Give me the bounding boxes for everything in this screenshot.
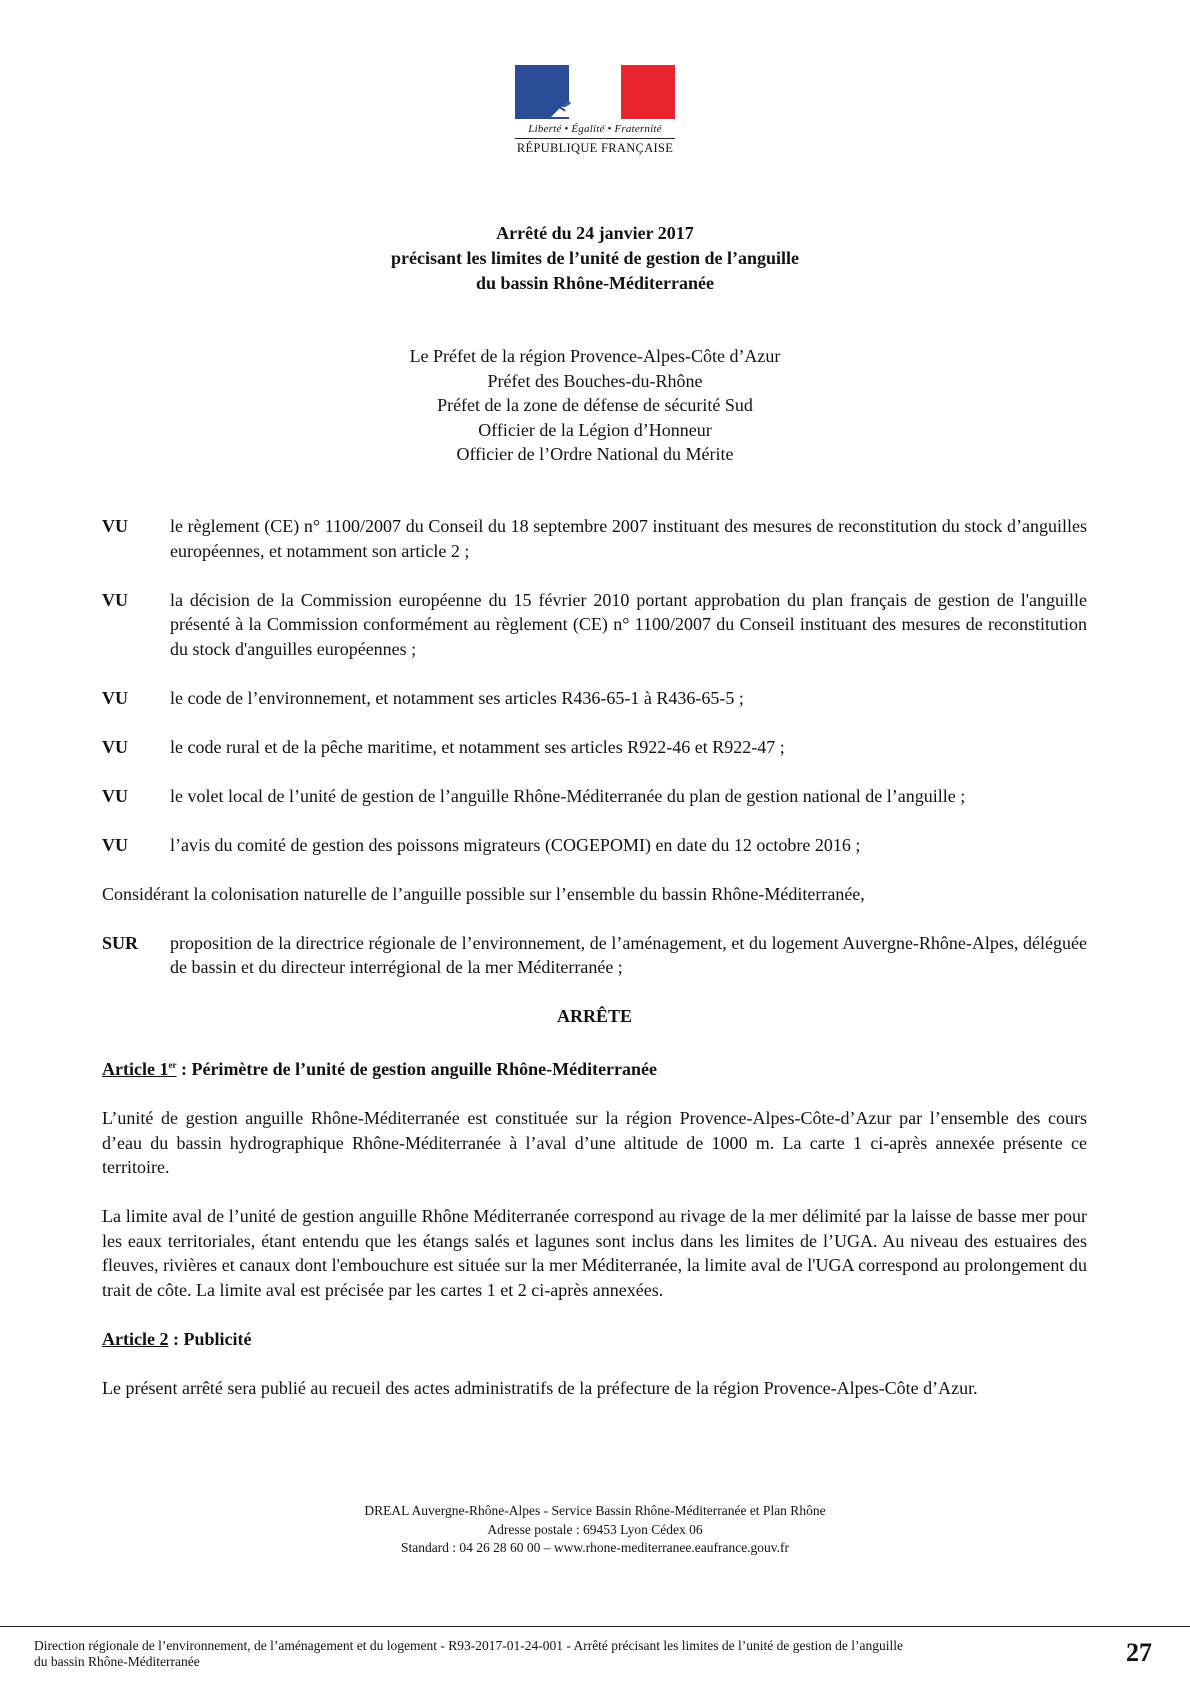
article-1-sup: er [168,1060,177,1070]
vu-label: VU [102,589,128,610]
page-number: 27 [1126,1638,1152,1667]
vu-text: le volet local de l’unité de gestion de l’anguille Rhône-Méditerranée du plan de gestion national de l’anguille ; [170,785,966,806]
article-2-label: Article 2 [102,1328,169,1349]
republique-francaise-logo [515,65,675,156]
article-2-heading [102,1327,1087,1352]
article-2-title: : Publicité [168,1328,252,1349]
page-footer [34,1638,1074,1670]
article-2-paragraph-1: Le présent arrêté sera publié au recueil des actes administratifs de la préfecture de la région Provence-Alpes-Côte d’Azur. [102,1377,978,1398]
vu-clause [102,735,1087,760]
vu-clause [102,588,1087,662]
vu-label: VU [102,785,128,806]
considerant-paragraph: Considérant la colonisation naturelle de l’anguille possible sur l’ensemble du bassin Rhône-Méditerranée, [102,883,865,904]
prefet-titles [0,344,1190,467]
vu-text: la décision de la Commission européenne du 15 février 2010 portant approbation du plan français de gestion de l'anguille présenté à la Commission conformément au règlement (CE) n° 1100/2007 du Conseil instituant des mesures de reconstitution du stock d'anguilles européennes ; [170,589,1087,659]
prefet-line: Préfet de la zone de défense de sécurité Sud [437,395,753,415]
article-1-label: Article 1 [102,1059,169,1079]
vu-clause [102,686,1087,711]
footer-line-2: du bassin Rhône-Méditerranée [34,1654,200,1669]
vu-text: le code rural et de la pêche maritime, et notamment ses articles R922-46 et R922-47 ; [170,736,785,757]
dreal-line-3: Standard : 04 26 28 60 00 – www.rhone-mediterranee.eaufrance.gouv.fr [400,1540,790,1555]
article-1-heading [102,1053,1087,1082]
vu-label: VU [102,687,128,708]
sur-text: proposition de la directrice régionale de l’environnement, de l’aménagement, et du logement Auvergne-Rhône-Alpes, déléguée de bassin et du directeur interrégional de la mer Méditerranée ; [170,932,1087,977]
vu-text: le code de l’environnement, et notamment ses articles R436-65-1 à R436-65-5 ; [170,687,744,708]
vu-label: VU [102,834,128,855]
prefet-line: Le Préfet de la région Provence-Alpes-Côte d’Azur [409,346,781,366]
logo-republic: RÉPUBLIQUE FRANÇAISE [515,138,675,156]
article-1-title: : Périmètre de l’unité de gestion anguille Rhône-Méditerranée [176,1059,658,1079]
dreal-address [0,1502,1190,1558]
footer-line-1: Direction régionale de l’environnement, de l’aménagement et du logement - R93-2017-01-24-001 - Arrêté précisant les limites de l’unité de gestion de l’anguille [34,1638,903,1653]
article-1-paragraph-2: La limite aval de l’unité de gestion anguille Rhône Méditerranée correspond au rivage de la mer délimité par la laisse de basse mer pour les eaux territoriales, étant entendu que les étangs salés et lagunes sont inclus dans les limites de l’UGA. Au niveau des estuaires des fleuves, rivières et canaux dont l'embouchure est située sur la mer Méditerranée, la limite aval de l'UGA correspond au prolongement du trait de côte. La limite aval est précisée par les cartes 1 et 2 ci-après annexées. [102,1206,1087,1300]
vu-text: le règlement (CE) n° 1100/2007 du Conseil du 18 septembre 2007 instituant des mesures de reconstitution du stock d’anguilles européennes, et notamment son article 2 ; [170,516,1087,561]
prefet-line: Officier de la Légion d’Honneur [478,419,712,440]
sur-label: SUR [102,932,139,953]
document-title [0,221,1190,296]
vu-label: VU [102,736,128,757]
prefet-line: Préfet des Bouches-du-Rhône [487,370,703,391]
title-line-1: Arrêté du 24 janvier 2017 [496,223,694,243]
arrete-heading: ARRÊTE [556,1006,632,1026]
dreal-line-1: DREAL Auvergne-Rhône-Alpes - Service Bassin Rhône-Méditerranée et Plan Rhône [364,1503,826,1518]
dreal-line-2: Adresse postale : 69453 Lyon Cédex 06 [487,1521,703,1537]
vu-text: l’avis du comité de gestion des poissons migrateurs (COGEPOMI) en date du 12 octobre 2016 ; [170,834,861,855]
sur-clause [102,931,1087,980]
title-line-2: précisant les limites de l’unité de gestion de l’anguille [391,248,799,268]
document-body [102,514,1087,1425]
title-line-3: du bassin Rhône-Méditerranée [476,273,714,293]
vu-label: VU [102,516,128,536]
vu-clause [102,514,1087,563]
marianne-flag-icon [515,65,675,119]
prefet-line: Officier de l’Ordre National du Mérite [456,444,734,464]
footer-divider [0,1626,1190,1627]
vu-clause [102,784,1087,809]
vu-clause [102,833,1087,858]
article-1-paragraph-1: L’unité de gestion anguille Rhône-Méditerranée est constituée sur la région Provence-Alpes-Côte-d’Azur par l’ensemble des cours d’eau du bassin hydrographique Rhône-Méditerranée à l’aval d’une altitude de 1000 m. La carte 1 ci-après annexée présente ce territoire. [102,1108,1087,1177]
logo-motto: Liberté • Égalité • Fraternité [528,123,662,135]
